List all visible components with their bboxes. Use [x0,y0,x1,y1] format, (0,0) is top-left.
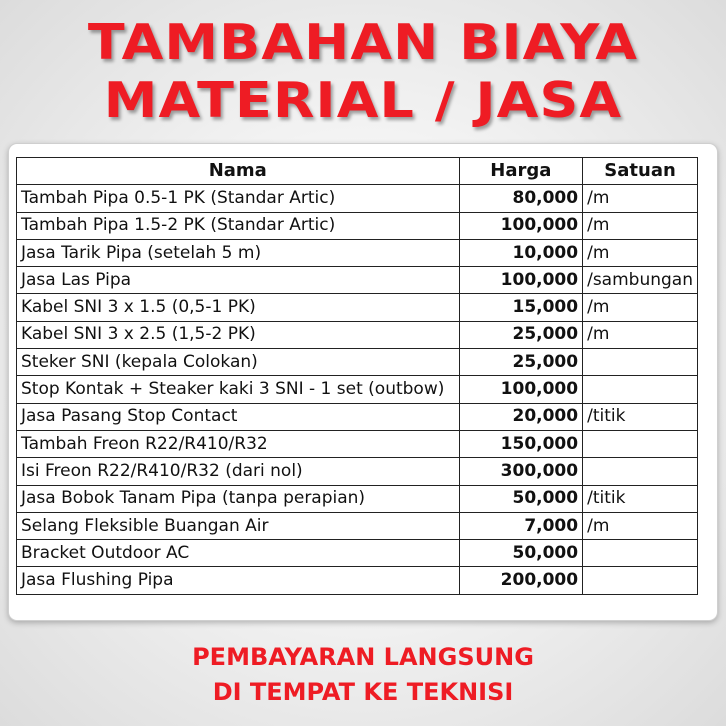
cell-nama: Jasa Las Pipa [17,267,460,294]
cell-satuan [583,540,698,567]
cell-nama: Jasa Tarik Pipa (setelah 5 m) [17,239,460,266]
table-row [17,567,698,594]
cell-nama: Tambah Freon R22/R410/R32 [17,430,460,457]
cell-harga: 300,000 [459,458,583,485]
table-row [17,267,698,294]
footer-line-2: DI TEMPAT KE TEKNISI [212,678,514,706]
table-row [17,458,698,485]
cell-nama: Tambah Pipa 1.5-2 PK (Standar Artic) [17,212,460,239]
cell-harga: 50,000 [459,485,583,512]
cell-nama: Selang Fleksible Buangan Air [17,512,460,539]
cell-satuan: /m [583,321,698,348]
cell-harga: 15,000 [459,294,583,321]
table-row [17,185,698,212]
cell-harga: 100,000 [459,376,583,403]
column-header-satuan: Satuan [583,158,698,185]
page-title-line-2: MATERIAL / JASA [103,72,623,129]
price-table [16,157,698,595]
table-row [17,512,698,539]
column-header-harga: Harga [459,158,583,185]
cell-harga: 100,000 [459,267,583,294]
table-row [17,349,698,376]
cell-satuan: /m [583,239,698,266]
cell-nama: Bracket Outdoor AC [17,540,460,567]
cell-satuan: /sambungan [583,267,698,294]
cell-nama: Kabel SNI 3 x 2.5 (1,5-2 PK) [17,321,460,348]
cell-satuan: /m [583,212,698,239]
table-row [17,430,698,457]
cell-nama: Jasa Pasang Stop Contact [17,403,460,430]
cell-satuan [583,349,698,376]
cell-nama: Isi Freon R22/R410/R32 (dari nol) [17,458,460,485]
table-row [17,212,698,239]
cell-satuan: /m [583,185,698,212]
cell-nama: Steker SNI (kepala Colokan) [17,349,460,376]
cell-nama: Jasa Flushing Pipa [17,567,460,594]
cell-harga: 80,000 [459,185,583,212]
cell-harga: 20,000 [459,403,583,430]
table-header-row [17,158,698,185]
cell-nama: Tambah Pipa 0.5-1 PK (Standar Artic) [17,185,460,212]
cell-nama: Jasa Bobok Tanam Pipa (tanpa perapian) [17,485,460,512]
cell-satuan: /titik [583,485,698,512]
cell-harga: 200,000 [459,567,583,594]
cell-harga: 150,000 [459,430,583,457]
cell-harga: 100,000 [459,212,583,239]
table-row [17,294,698,321]
cell-nama: Stop Kontak + Steaker kaki 3 SNI - 1 set (outbow) [17,376,460,403]
column-header-nama: Nama [17,158,460,185]
cell-harga: 10,000 [459,239,583,266]
cell-harga: 25,000 [459,349,583,376]
cell-satuan [583,376,698,403]
table-row [17,376,698,403]
cell-satuan [583,458,698,485]
table-row [17,321,698,348]
cell-nama: Kabel SNI 3 x 1.5 (0,5-1 PK) [17,294,460,321]
cell-satuan: /m [583,512,698,539]
cell-satuan: /m [583,294,698,321]
cell-harga: 7,000 [459,512,583,539]
table-row [17,403,698,430]
cell-satuan [583,567,698,594]
table-row [17,239,698,266]
table-row [17,540,698,567]
page-title-line-1: TAMBAHAN BIAYA [87,14,639,71]
cell-satuan: /titik [583,403,698,430]
footer-line-1: PEMBAYARAN LANGSUNG [192,643,534,671]
cell-harga: 50,000 [459,540,583,567]
table-row [17,485,698,512]
cell-harga: 25,000 [459,321,583,348]
cell-satuan [583,430,698,457]
